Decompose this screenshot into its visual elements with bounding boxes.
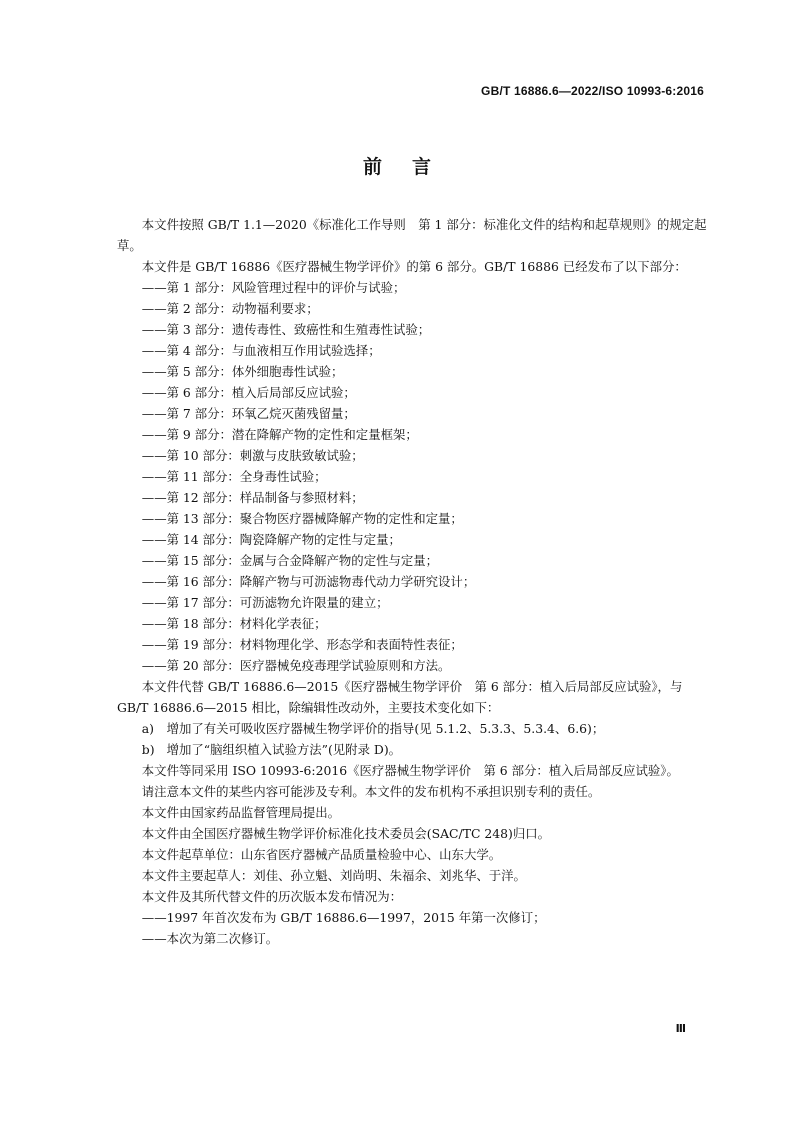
list-item: ——1997 年首次发布为 GB/T 16886.6—1997，2015 年第一次修订； [141,910,546,925]
list-item: ——第 20 部分：医疗器械免疫毒理学试验原则和方法。 [141,658,451,673]
drafting-units-paragraph: 本文件起草单位：山东省医疗器械产品质量检验中心、山东大学。 [141,847,502,862]
page-title: 前言 [362,156,461,178]
list-item: ——第 3 部分：遗传毒性、致癌性和生殖毒性试验； [141,322,431,337]
list-item: ——本次为第二次修订。 [141,931,279,946]
list-item: ——第 6 部分：植入后局部反应试验； [141,385,356,400]
committee-paragraph: 本文件由全国医疗器械生物学评价标准化技术委员会(SAC/TC 248)归口。 [141,826,551,841]
list-item: ——第 4 部分：与血液相互作用试验选择； [141,343,381,358]
list-item: ——第 19 部分：材料物理化学、形态学和表面特性表征； [141,637,463,652]
list-item: ——第 5 部分：体外细胞毒性试验； [141,364,344,379]
adoption-paragraph: 本文件等同采用 ISO 10993-6:2016《医疗器械生物学评价 第 6 部分：植入后局部反应试验》。 [141,763,679,778]
page-number: Ⅲ [675,1022,686,1035]
change-text: 增加了有关可吸收医疗器械生物学评价的指导(见 5.1.2、5.3.3、5.3.4、6.6)； [166,721,605,736]
list-item: ——第 12 部分：样品制备与参照材料； [141,490,364,505]
drafters-paragraph: 本文件主要起草人：刘佳、孙立魁、刘尚明、朱福余、刘兆华、于洋。 [141,868,526,883]
change-label: b) [141,742,155,757]
parts-list [117,277,707,676]
list-item: ——第 2 部分：动物福利要求； [141,301,319,316]
change-label: a) [141,721,155,736]
list-item: ——第 13 部分：聚合物医疗器械降解产物的定性和定量； [141,511,463,526]
change-text: 增加了“脑组织植入试验方法”(见附录 D)。 [166,742,402,757]
list-item: ——第 7 部分：环氧乙烷灭菌残留量； [141,406,356,421]
list-item: ——第 16 部分：降解产物与可沥滤物毒代动力学研究设计； [141,574,476,589]
replacement-paragraph: 本文件代替 GB/T 16886.6—2015《医疗器械生物学评价 第 6 部分：植入后局部反应试验》，与 GB/T 16886.6—2015 相比，除编辑性改动外，主要技术变化如下： [117,679,683,715]
changes-list [117,718,707,760]
list-item: ——第 14 部分：陶瓷降解产物的定性与定量； [141,532,401,547]
history-list [117,907,707,949]
list-item: ——第 11 部分：全身毒性试验； [141,469,327,484]
series-intro-paragraph: 本文件是 GB/T 16886《医疗器械生物学评价》的第 6 部分。GB/T 16886 已经发布了以下部分： [141,259,687,274]
history-intro-paragraph: 本文件及其所代替文件的历次版本发布情况为： [141,889,402,904]
patent-notice-paragraph: 请注意本文件的某些内容可能涉及专利。本文件的发布机构不承担识别专利的责任。 [141,784,601,799]
foreword-body [117,214,707,949]
drafting-rules-paragraph: 本文件按照 GB/T 1.1—2020《标准化工作导则 第 1 部分：标准化文件的结构和起草规则》的规定起草。 [117,217,707,253]
list-item: ——第 9 部分：潜在降解产物的定性和定量框架； [141,427,418,442]
list-item: ——第 10 部分：刺激与皮肤致敏试验； [141,448,364,463]
list-item: ——第 18 部分：材料化学表征； [141,616,327,631]
proposer-paragraph: 本文件由国家药品监督管理局提出。 [141,805,341,820]
change-item [117,739,707,760]
standard-code-header: GB/T 16886.6—2022/ISO 10993-6:2016 [481,84,704,98]
list-item: ——第 1 部分：风险管理过程中的评价与试验； [141,280,406,295]
list-item: ——第 17 部分：可沥滤物允许限量的建立； [141,595,389,610]
list-item: ——第 15 部分：金属与合金降解产物的定性与定量； [141,553,439,568]
change-item [117,718,707,739]
